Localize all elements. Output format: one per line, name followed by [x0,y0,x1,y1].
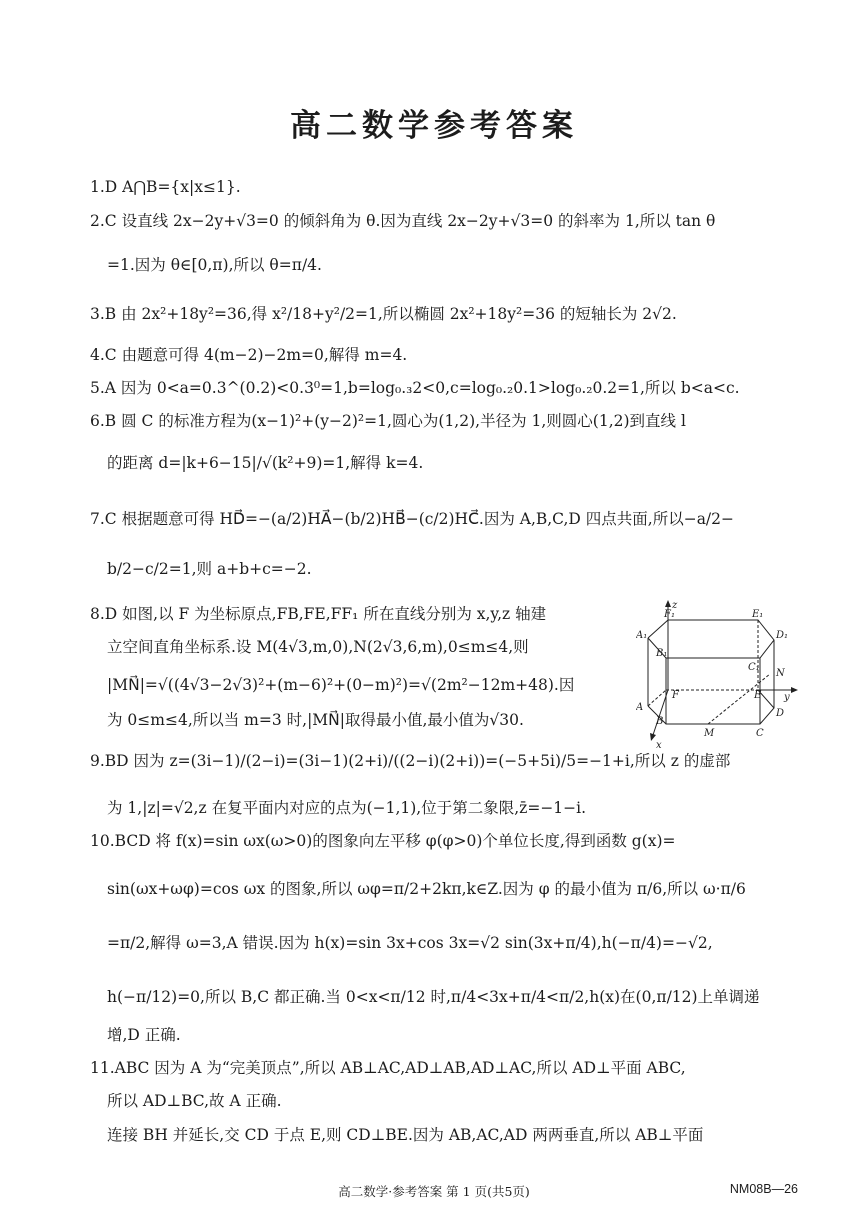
answer-line: 为 0≤m≤4,所以当 m=3 时,|MN⃗|取得最小值,最小值为√30. [107,711,524,729]
figure-label: A [636,702,644,713]
figure-label: B₁ [656,648,668,659]
figure-label: C [756,728,764,739]
answer-line: |MN⃗|=√((4√3−2√3)²+(m−6)²+(0−m)²)=√(2m²−12m+48).因 [107,676,575,694]
figure-label: F [672,690,679,701]
figure-label: y [784,692,790,703]
figure-label: B [656,716,664,727]
figure-label: x [656,740,662,750]
document-code: NM08B—26 [729,1182,798,1196]
answer-line: 立空间直角坐标系.设 M(4√3,m,0),N(2√3,6,m),0≤m≤4,则 [107,638,529,656]
figure-label: N [776,668,785,679]
figure-label: E [754,690,762,701]
figure-label: D [776,708,785,719]
page-title: 高二数学参考答案 [290,108,578,144]
answer-line: 7.C 根据题意可得 HD⃗=−(a/2)HA⃗−(b/2)HB⃗−(c/2)HC⃗.因为 A,B,C,D 四点共面,所以−a/2− [90,510,735,528]
figure-label: F₁ [664,609,675,620]
answer-line: 4.C 由题意可得 4(m−2)−2m=0,解得 m=4. [90,346,408,364]
answer-line: 增,D 正确. [107,1026,181,1044]
answer-line: 为 1,|z|=√2,z 在复平面内对应的点为(−1,1),位于第二象限,z̄=−1−i. [107,799,587,817]
answer-line: =π/2,解得 ω=3,A 错误.因为 h(x)=sin 3x+cos 3x=√2 sin(3x+π/4),h(−π/4)=−√2, [107,934,713,952]
answer-line: 的距离 d=|k+6−15|/√(k²+9)=1,解得 k=4. [107,454,424,472]
answer-line: 8.D 如图,以 F 为坐标原点,FB,FE,FF₁ 所在直线分别为 x,y,z 轴建 [90,605,547,623]
page-footer: 高二数学·参考答案 第 1 页(共5页) [338,1184,530,1199]
answer-line: h(−π/12)=0,所以 B,C 都正确.当 0<x<π/12 时,π/4<3x+π/4<π/2,h(x)在(0,π/12)上单调递 [107,988,760,1006]
answer-line: b/2−c/2=1,则 a+b+c=−2. [107,560,312,578]
figure-label: C₁ [748,662,760,673]
answer-line: 10.BCD 将 f(x)=sin ωx(ω>0)的图象向左平移 φ(φ>0)个单位长度,得到函数 g(x)= [90,832,676,850]
answer-line: sin(ωx+ωφ)=cos ωx 的图象,所以 ωφ=π/2+2kπ,k∈Z.因为 φ 的最小值为 π/6,所以 ω·π/6 [107,880,746,898]
answer-line: 连接 BH 并延长,交 CD 于点 E,则 CD⊥BE.因为 AB,AC,AD 两两垂直,所以 AB⊥平面 [107,1126,704,1144]
answer-line: 5.A 因为 0<a=0.3^(0.2)<0.3⁰=1,b=log₀.₃2<0,c=log₀.₂0.1>log₀.₂0.2=1,所以 b<a<c. [90,379,740,397]
figure-label: A₁ [636,630,648,641]
answer-line: 所以 AD⊥BC,故 A 正确. [107,1092,282,1110]
answer-line: 6.B 圆 C 的标准方程为(x−1)²+(y−2)²=1,圆心为(1,2),半径为 1,则圆心(1,2)到直线 l [90,412,686,430]
figure-label: M [704,728,715,739]
figure-label: D₁ [776,630,789,641]
answer-line: 3.B 由 2x²+18y²=36,得 x²/18+y²/2=1,所以椭圆 2x²+18y²=36 的短轴长为 2√2. [90,305,677,323]
answer-line: 1.D A⋂B={x|x≤1}. [90,178,241,196]
answer-line: =1.因为 θ∈[0,π),所以 θ=π/4. [107,256,322,274]
answer-line: 2.C 设直线 2x−2y+√3=0 的倾斜角为 θ.因为直线 2x−2y+√3=0 的斜率为 1,所以 tan θ [90,212,716,230]
answer-line: 9.BD 因为 z=(3i−1)/(2−i)=(3i−1)(2+i)/((2−i)(2+i))=(−5+5i)/5=−1+i,所以 z 的虚部 [90,752,731,770]
answer-line: 11.ABC 因为 A 为“完美顶点”,所以 AB⊥AC,AD⊥AB,AD⊥AC,所以 AD⊥平面 ABC, [90,1059,686,1077]
prism-figure [636,598,800,750]
figure-label: E₁ [752,609,764,620]
figure-label: z [672,600,678,611]
